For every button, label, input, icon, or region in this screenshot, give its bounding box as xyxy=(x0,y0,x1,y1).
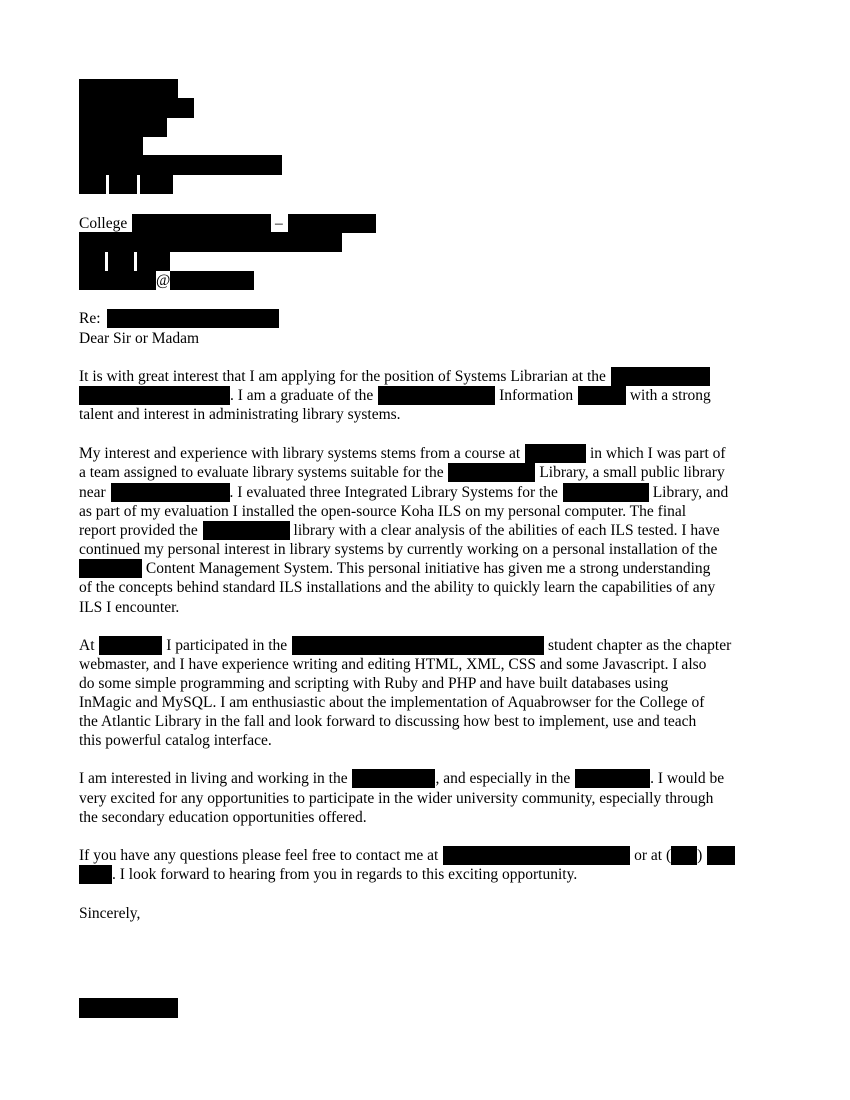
paragraph-line xyxy=(79,559,710,578)
redaction xyxy=(79,865,112,884)
redaction xyxy=(79,559,142,578)
text-run: It is with great interest that I am applying for the position of Systems Librarian at the xyxy=(79,368,606,385)
paragraph-line: the Atlantic Library in the fall and look forward to discussing how best to implement, use and teach xyxy=(79,713,697,730)
redaction-signature-name xyxy=(79,998,178,1018)
redaction xyxy=(79,386,230,405)
redaction-sender-name xyxy=(79,79,178,99)
paragraph-line xyxy=(79,769,724,788)
paragraph-line: this powerful catalog interface. xyxy=(79,732,272,749)
salutation: Dear Sir or Madam xyxy=(79,330,200,347)
recipient-line-1 xyxy=(79,214,376,233)
text-run: I am interested in living and working in the xyxy=(79,770,348,787)
paragraph-line: very excited for any opportunities to participate in the wider university community, especially through xyxy=(79,790,714,807)
text-run: in which I was part of xyxy=(589,445,726,462)
paragraph-line: talent and interest in administrating library systems. xyxy=(79,406,401,423)
text-run: . I evaluated three Integrated Library Systems for the xyxy=(229,484,558,501)
text-run: with a strong xyxy=(629,387,711,404)
text-run: near xyxy=(79,484,106,501)
text-run: library with a clear analysis of the abilities of each ILS tested. I have xyxy=(293,522,720,539)
redaction-sender-phone-3 xyxy=(140,175,173,194)
redaction xyxy=(99,636,162,655)
redaction xyxy=(611,367,710,386)
redaction xyxy=(288,214,376,233)
paragraph-line xyxy=(79,846,735,865)
text-run: report provided the xyxy=(79,522,198,539)
redaction-sender-phone-2 xyxy=(109,175,137,194)
redaction xyxy=(352,769,435,788)
redaction-recipient-line-3c xyxy=(137,251,170,271)
redaction xyxy=(203,521,290,540)
text-run: Library, a small public library xyxy=(539,464,725,481)
text-run: , and especially in the xyxy=(435,770,571,787)
paragraph-line: as part of my evaluation I installed the open-source Koha ILS on my personal computer. The final xyxy=(79,503,687,520)
redaction xyxy=(525,444,586,463)
redaction xyxy=(170,271,254,290)
text-run: I participated in the xyxy=(166,637,288,654)
paragraph-line xyxy=(79,865,577,884)
redaction-recipient-line-3b xyxy=(108,251,134,271)
text-run: . I am a graduate of the xyxy=(230,387,374,404)
redaction xyxy=(563,483,649,502)
redaction-sender-email xyxy=(79,155,282,175)
redaction-recipient-line-2 xyxy=(79,232,342,252)
redaction xyxy=(79,271,156,290)
redaction xyxy=(292,636,544,655)
paragraph-line xyxy=(79,386,711,405)
paragraph-line: do some simple programming and scripting with Ruby and PHP and have built databases using xyxy=(79,675,669,692)
paragraph-line xyxy=(79,483,728,502)
redaction xyxy=(111,483,230,502)
paragraph-line: the secondary education opportunities offered. xyxy=(79,809,367,826)
redaction xyxy=(578,386,626,405)
paragraph-line: webmaster, and I have experience writing and editing HTML, XML, CSS and some Javascript. I also xyxy=(79,656,707,673)
paragraph-line xyxy=(79,463,725,482)
paragraph-line: continued my personal interest in library systems by currently working on a personal installation of the xyxy=(79,541,718,558)
text-run: If you have any questions please feel free to contact me at xyxy=(79,847,439,864)
text-run: . I would be xyxy=(650,770,725,787)
text-run: My interest and experience with library systems stems from a course at xyxy=(79,445,521,462)
redaction xyxy=(671,846,697,865)
paragraph-line xyxy=(79,636,731,655)
redaction xyxy=(107,309,279,328)
paragraph-line: of the concepts behind standard ILS installations and the ability to quickly learn the capabilities of any xyxy=(79,579,716,596)
redaction xyxy=(448,463,535,482)
text-run: ) xyxy=(697,847,703,864)
text-run: . I look forward to hearing from you in regards to this exciting opportunity. xyxy=(112,866,578,883)
paragraph-line xyxy=(79,367,710,386)
text-run: At xyxy=(79,637,95,654)
redaction xyxy=(443,846,630,865)
paragraph-line xyxy=(79,444,726,463)
text-run: Library, and xyxy=(652,484,729,501)
recipient-dash: – xyxy=(274,215,283,232)
redaction xyxy=(132,214,271,233)
redaction-recipient-line-3a xyxy=(79,251,105,271)
paragraph-line: ILS I encounter. xyxy=(79,599,180,616)
text-run: a team assigned to evaluate library systems suitable for the xyxy=(79,464,444,481)
redaction-sender-line-3 xyxy=(79,117,167,137)
paragraph-line: InMagic and MySQL. I am enthusiastic about the implementation of Aquabrowser for the College of xyxy=(79,694,705,711)
redaction xyxy=(707,846,735,865)
text-run: Information xyxy=(499,387,574,404)
redaction-sender-line-2 xyxy=(79,98,194,118)
text-run: Content Management System. This personal initiative has given me a strong understanding xyxy=(145,560,711,577)
redaction-sender-phone-1 xyxy=(79,175,106,194)
paragraph-line xyxy=(79,521,720,540)
redaction-sender-line-4 xyxy=(79,136,143,156)
redaction xyxy=(378,386,495,405)
re-line xyxy=(79,309,279,328)
recipient-college-label: College xyxy=(79,215,128,232)
text-run: or at ( xyxy=(634,847,672,864)
closing: Sincerely, xyxy=(79,905,141,922)
recipient-email-at: @ xyxy=(156,272,171,289)
recipient-email-line xyxy=(79,271,254,290)
text-run: student chapter as the chapter xyxy=(547,637,732,654)
re-label: Re: xyxy=(79,310,101,327)
redaction xyxy=(575,769,650,788)
